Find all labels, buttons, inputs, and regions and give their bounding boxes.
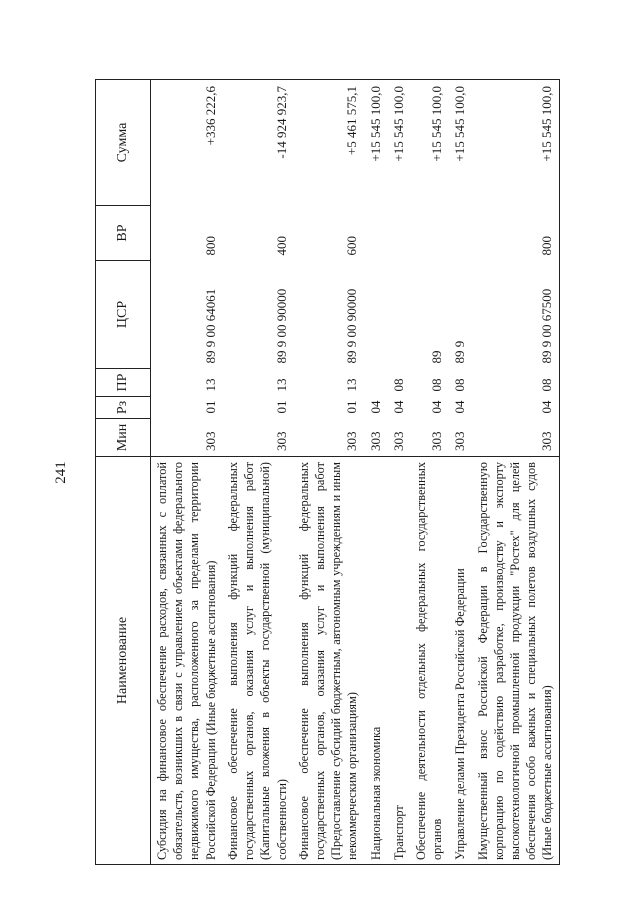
row-pr: 13 xyxy=(273,378,289,392)
row-name: Управление делами Президента Российской Федерации xyxy=(448,457,471,865)
table-row xyxy=(151,80,222,865)
row-csr: 89 xyxy=(429,350,445,364)
row-min: 303 xyxy=(273,431,289,451)
row-vr xyxy=(448,206,471,261)
row-sum: +15 545 100,0 xyxy=(364,80,387,206)
row-vr: 800 xyxy=(472,206,560,261)
table-row xyxy=(448,80,471,865)
row-rz: 04 xyxy=(452,400,468,414)
row-pr: 08 xyxy=(472,369,560,397)
row-rz: 04 xyxy=(390,400,406,414)
table-row xyxy=(472,80,560,865)
header-name: Наименование xyxy=(96,457,151,865)
row-name: Финансовое обеспечение выполнения функций федеральных государственных органов, оказания услуг и выполнения работ (Предоставление субсидий бюджетным, автономным учреждениям и иным некоммерческим организациям) xyxy=(293,457,364,865)
row-sum: +15 545 100,0 xyxy=(387,80,410,206)
row-vr xyxy=(410,206,448,261)
table-row xyxy=(364,80,387,865)
table-row xyxy=(387,80,410,865)
row-pr xyxy=(364,369,387,397)
row-sum: +15 545 100,0 xyxy=(410,80,448,206)
row-sum: +15 545 100,0 xyxy=(448,80,471,206)
row-min: 303 xyxy=(367,431,383,451)
row-csr xyxy=(387,261,410,369)
row-name: Финансовое обеспечение выполнения функций федеральных государственных органов, оказания услуг и выполнения работ (Капитальные вложения в объекты государственной (муниципальной) собственности) xyxy=(222,457,293,865)
header-rz: Рз xyxy=(96,397,151,419)
row-vr: 600 xyxy=(344,236,360,256)
row-min: 303 xyxy=(472,419,560,457)
row-rz: 04 xyxy=(367,400,383,414)
row-vr: 400 xyxy=(273,236,289,256)
row-csr: 89 9 00 90000 xyxy=(344,288,360,364)
row-pr: 13 xyxy=(202,378,218,392)
table-row xyxy=(222,80,293,865)
row-min: 303 xyxy=(452,431,468,451)
page-number: 241 xyxy=(53,461,69,484)
row-csr: 89 9 00 64061 xyxy=(202,288,218,364)
row-sum: +336 222,6 xyxy=(151,80,222,206)
row-name: Субсидия на финансовое обеспечение расходов, связанных с оплатой обязательств, возникших в связи с управлением объектами федерального недвижимого имущества, расположенного за пределами территории Российской Федерации (Иные бюджетные ассигнования) xyxy=(151,457,222,865)
row-csr xyxy=(364,261,387,369)
row-vr xyxy=(387,206,410,261)
row-name: Национальная экономика xyxy=(364,457,387,865)
header-min: Мин xyxy=(96,419,151,457)
header-sum: Сумма xyxy=(96,80,151,206)
row-csr: 89 9 00 67500 xyxy=(472,261,560,369)
row-vr xyxy=(364,206,387,261)
row-csr: 89 9 xyxy=(452,340,468,364)
row-pr: 08 xyxy=(452,378,468,392)
row-min: 303 xyxy=(390,431,406,451)
row-rz: 01 xyxy=(273,400,289,414)
row-rz: 01 xyxy=(344,400,360,414)
row-sum: -14 924 923,7 xyxy=(222,80,293,206)
budget-table xyxy=(95,79,560,865)
header-csr: ЦСР xyxy=(96,261,151,369)
table-row xyxy=(293,80,364,865)
row-sum: +15 545 100,0 xyxy=(472,80,560,206)
row-name: Обеспечение деятельности отдельных федеральных государственных органов xyxy=(410,457,448,865)
row-name: Имущественный взнос Российской Федерации в Государственную корпорацию по содействию разработке, производству и экспорту высокотехнологичной промышленной продукции "Ростех" для целей обеспечения особо важных и специальных полетов воздушных судов (Иные бюджетные ассигнования) xyxy=(472,457,560,865)
row-min: 303 xyxy=(344,431,360,451)
row-name: Транспорт xyxy=(387,457,410,865)
header-vr: ВР xyxy=(96,206,151,261)
row-rz: 04 xyxy=(429,400,445,414)
row-pr: 13 xyxy=(344,378,360,392)
row-min: 303 xyxy=(429,431,445,451)
header-row xyxy=(96,80,151,865)
row-rz: 01 xyxy=(202,400,218,414)
row-min: 303 xyxy=(202,431,218,451)
rotated-page xyxy=(53,80,605,865)
row-pr: 08 xyxy=(429,378,445,392)
header-pr: ПР xyxy=(96,369,151,397)
row-csr: 89 9 00 90000 xyxy=(273,288,289,364)
row-pr: 08 xyxy=(390,378,406,392)
row-rz: 04 xyxy=(472,397,560,419)
row-sum: +5 461 575,1 xyxy=(293,80,364,206)
row-vr: 800 xyxy=(202,236,218,256)
table-row xyxy=(410,80,448,865)
